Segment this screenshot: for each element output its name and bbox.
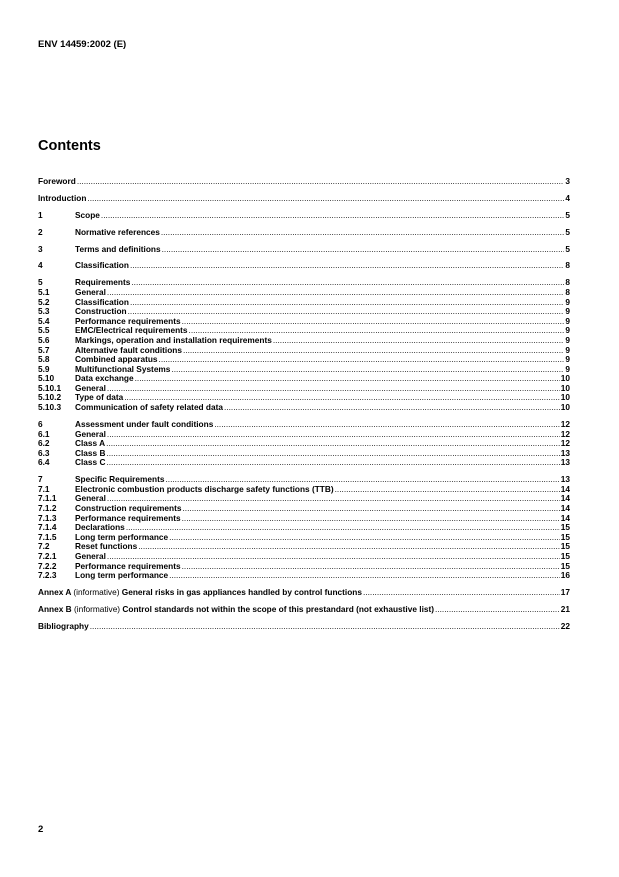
toc-entry-page: 9 [565,296,570,307]
page-number: 2 [38,824,44,835]
toc-entry-title: General [75,382,106,393]
toc-entry-page: 15 [560,531,570,542]
toc-entry-annex-type: (informative) [73,603,121,614]
toc-entry-page: 17 [560,587,570,598]
toc-dot-leader [106,458,559,468]
toc-entry-page: 15 [560,560,570,571]
toc-entry-page: 10 [560,392,570,403]
toc-entry-page: 12 [560,438,570,449]
toc-entry[interactable] [38,278,570,288]
toc-entry-page: 5 [565,226,570,237]
toc-entry-number: 5.8 [38,354,50,365]
toc-entry-title: Requirements [75,277,131,288]
toc-entry-page: 15 [560,541,570,552]
toc-dot-leader [101,211,564,221]
toc-entry-page: 15 [560,550,570,561]
toc-dot-leader [106,439,560,449]
toc-entry-page: 5 [565,209,570,220]
toc-entry-page: 13 [560,457,570,468]
toc-dot-leader [159,355,565,365]
toc-entry-number: 5.10.2 [38,392,62,403]
toc-entry-annex-type: (informative) [73,587,120,598]
toc-dot-leader [183,346,564,356]
toc-entry[interactable] [38,177,570,187]
toc-entry-number: 5.10.1 [38,382,62,393]
toc-entry-title: Long term performance [75,570,169,581]
toc-entry-title: EMC/Electrical requirements [75,325,188,336]
toc-entry[interactable] [38,261,570,271]
toc-entry-number: 7.1.2 [38,503,57,513]
toc-entry-title: Normative references [75,226,160,237]
toc-dot-leader [130,261,564,271]
toc-dot-leader [77,177,565,187]
contents-heading: Contents [38,138,101,154]
toc-entry-page: 13 [560,474,570,485]
toc-entry-page: 10 [560,402,570,413]
toc-entry-page: 13 [560,447,570,458]
toc-entry-title: Introduction [38,192,87,203]
toc-entry-number: 5.3 [38,306,50,317]
toc-dot-leader [171,365,564,375]
toc-dot-leader [130,298,564,308]
toc-entry-number: 7.1 [38,483,50,494]
toc-dot-leader [107,384,560,394]
toc-entry[interactable] [38,622,570,632]
toc-entry-number: 7.1.4 [38,522,57,533]
toc-entry-page: 8 [565,286,570,297]
toc-entry-number: 7.2.1 [38,550,57,561]
toc-entry-number: 3 [38,243,43,254]
toc-entry-number: 7.2.3 [38,570,57,581]
toc-entry-title: Classification [75,296,129,307]
toc-entry-title: Class C [75,457,106,468]
toc-dot-leader [107,288,564,298]
toc-entry-page: 9 [565,363,570,374]
toc-entry-title: Assessment under fault conditions [75,418,214,429]
toc-entry-title: Reset functions [75,541,138,552]
toc-entry-annex-title: Control standards not within the scope of this prestandard (not exhaustive list) [122,603,435,614]
toc-dot-leader [435,605,560,615]
toc-dot-leader [169,533,560,543]
toc-dot-leader [273,336,565,346]
toc-entry-title: General [75,493,106,504]
toc-dot-leader [126,523,560,533]
toc-entry-title: Annex B (informative) Control standards not within the scope of this prestandard (not exhaustive list) [38,603,435,614]
toc-entry[interactable] [38,245,570,255]
toc-dot-leader [363,588,560,598]
toc-entry-title: Electronic combustion products discharge safety functions (TTB) [75,483,334,494]
toc-entry-title: General [75,286,106,297]
toc-entry-title: General [75,550,106,561]
toc-entry-number: 6.1 [38,428,50,439]
toc-entry-title: Foreword [38,176,76,186]
toc-entry-title: Performance requirements [75,560,181,571]
toc-entry-page: 14 [560,503,570,513]
toc-entry-page: 5 [565,243,570,254]
toc-entry-title: Classification [75,260,129,271]
toc-entry-number: 6.2 [38,438,50,449]
toc-entry[interactable] [38,485,570,495]
toc-entry-number: 5.1 [38,286,50,297]
toc-entry-title: Long term performance [75,531,169,542]
toc-entry[interactable] [38,588,570,598]
toc-entry[interactable] [38,542,570,552]
toc-entry-title: Data exchange [75,373,134,384]
toc-dot-leader [335,485,560,495]
toc-entry-title: Construction [75,306,127,317]
toc-entry[interactable] [38,449,570,459]
toc-entry[interactable] [38,403,570,413]
toc-entry-page: 14 [560,483,570,494]
toc-dot-leader [138,542,560,552]
toc-entry-page: 12 [560,428,570,439]
toc-dot-leader [131,278,564,288]
toc-entry-title: Communication of safety related data [75,402,223,413]
toc-dot-leader [182,514,560,524]
toc-entry-title: Bibliography [38,620,89,631]
toc-entry-page: 9 [565,306,570,317]
toc-entry[interactable] [38,605,570,615]
toc-dot-leader [214,420,559,430]
toc-entry-page: 10 [560,382,570,393]
toc-entry-title: Combined apparatus [75,354,158,365]
toc-entry-page: 8 [565,277,570,288]
toc-dot-leader [135,374,560,384]
toc-entry[interactable] [38,571,570,581]
toc-entry-number: 5.7 [38,344,50,355]
table-of-contents [38,177,570,631]
toc-entry-number: 5 [38,277,43,288]
toc-entry[interactable] [38,374,570,384]
toc-entry-number: 1 [38,209,43,220]
toc-entry-title: Class A [75,438,106,449]
toc-entry-number: 5.6 [38,334,50,345]
toc-entry[interactable] [38,228,570,238]
toc-entry-page: 9 [565,334,570,345]
toc-entry[interactable] [38,458,570,468]
toc-entry-title: Performance requirements [75,512,181,523]
toc-entry-title: Performance requirements [75,315,181,326]
toc-dot-leader [90,622,560,632]
toc-entry-page: 21 [560,603,570,614]
toc-entry[interactable] [38,211,570,221]
toc-entry-page: 8 [565,260,570,271]
toc-entry-page: 16 [560,570,570,581]
document-code: ENV 14459:2002 (E) [38,39,127,50]
toc-entry-page: 15 [560,522,570,533]
toc-entry-title: Type of data [75,392,124,403]
toc-dot-leader [182,562,560,572]
toc-entry-number: 6.4 [38,457,50,468]
toc-entry-page: 4 [565,192,570,203]
toc-entry-title: Scope [75,209,100,220]
toc-entry-number: 5.9 [38,363,50,374]
toc-entry-number: 6.3 [38,447,50,458]
toc-dot-leader [169,571,560,581]
toc-entry-title: Declarations [75,522,125,533]
toc-entry-page: 12 [560,418,570,429]
toc-entry-number: 5.4 [38,315,50,326]
toc-entry-number: 7.2.2 [38,560,57,571]
toc-entry-page: 14 [560,493,570,504]
toc-entry[interactable] [38,439,570,449]
toc-dot-leader [161,228,565,238]
toc-entry-title: Multifunctional Systems [75,363,171,374]
toc-dot-leader [224,403,560,413]
toc-entry-page: 9 [565,315,570,326]
toc-entry-number: 6 [38,418,43,429]
toc-entry-page: 9 [565,354,570,365]
toc-entry-title: Markings, operation and installation requirements [75,334,272,345]
toc-entry-number: 5.10 [38,373,55,384]
toc-entry-title: Annex A (informative) General risks in gas appliances handled by control functions [38,587,362,598]
toc-entry-title: General [75,428,106,439]
toc-dot-leader [183,504,560,514]
toc-entry-number: 4 [38,260,43,271]
toc-entry-page: 22 [560,620,570,631]
toc-entry-number: 5.2 [38,296,50,307]
toc-entry-title: Terms and definitions [75,243,161,254]
toc-entry-page: 9 [565,344,570,355]
toc-dot-leader [182,317,565,327]
toc-entry-page: 10 [560,373,570,384]
toc-entry[interactable] [38,194,570,204]
toc-dot-leader [106,449,559,459]
toc-entry[interactable] [38,430,570,440]
toc-entry-number: 7.1.1 [38,493,57,504]
toc-dot-leader [128,307,565,317]
toc-entry-number: 7.2 [38,541,50,552]
toc-entry[interactable] [38,420,570,430]
toc-dot-leader [162,245,565,255]
toc-entry-number: 5.10.3 [38,402,62,413]
toc-entry-number: 7.1.5 [38,531,57,542]
toc-dot-leader [107,430,560,440]
toc-entry-number: 7 [38,474,43,485]
toc-entry-page: 3 [565,176,570,186]
toc-entry-title: Construction requirements [75,503,182,513]
toc-entry-title: Class B [75,447,106,458]
toc-entry-number: 5.5 [38,325,50,336]
toc-entry-title: Alternative fault conditions [75,344,182,355]
toc-entry-number: 2 [38,226,43,237]
toc-dot-leader [87,194,564,204]
toc-entry-title: Specific Requirements [75,474,165,485]
toc-entry-page: 14 [560,512,570,523]
toc-entry-annex-title: General risks in gas appliances handled by control functions [121,587,362,598]
toc-entry-page: 9 [565,325,570,336]
toc-entry-number: 7.1.3 [38,512,57,523]
